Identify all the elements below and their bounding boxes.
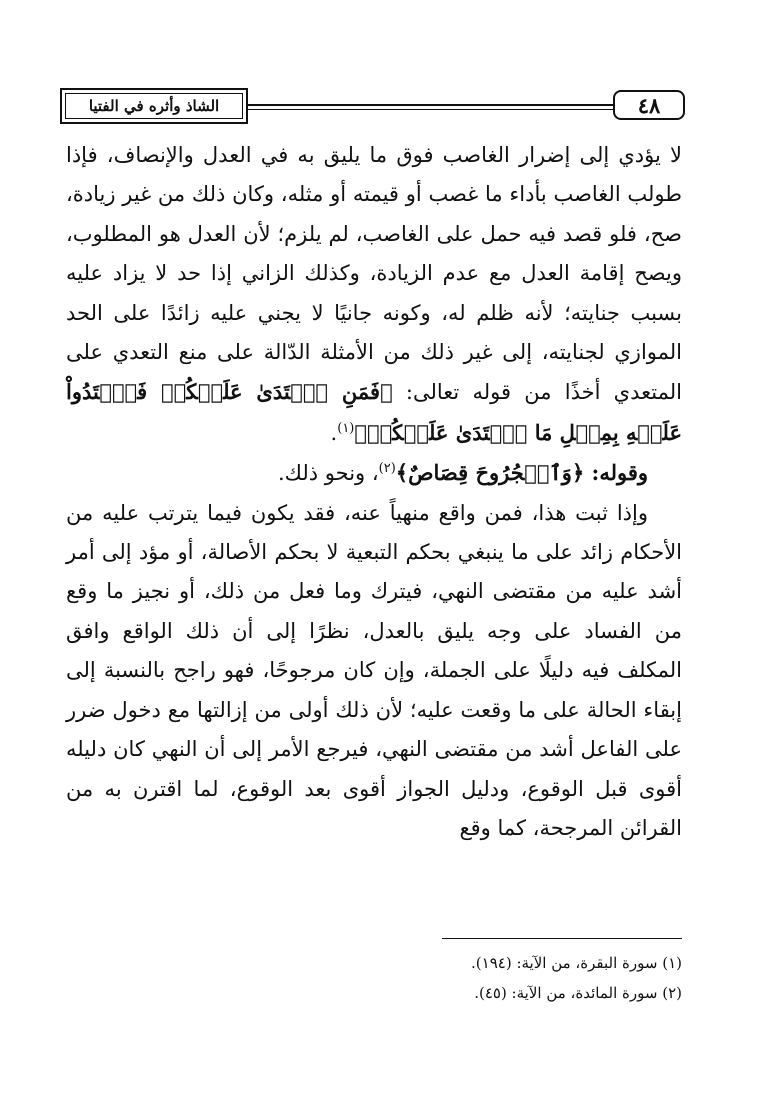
paragraph-2-lead: وقوله: <box>584 460 648 486</box>
paragraph-1 <box>66 136 682 453</box>
footnote-2: (٢) سورة المائدة، من الآية: (٤٥). <box>474 984 682 1002</box>
footnote-1: (١) سورة البقرة، من الآية: (١٩٤). <box>471 954 682 972</box>
paragraph-2-rest: ، ونحو ذلك. <box>278 461 379 486</box>
paragraph-1-end: . <box>330 420 338 445</box>
paragraph-1-text: لا يؤدي إلى إضرار الغاصب فوق ما يليق به في العدل والإنصاف، فإذا طولب الغاصب بأداء ما غصب أو قيمته أو مثله، وكان ذلك من غير زيادة، صح، فلو قصد فيه حمل على الغاصب، لم يلزم؛ لأن العدل هو المطلوب، ويصح إقامة العدل مع عدم الزيادة، وكذلك الزاني إذا حد لا يزاد عليه بسبب جنايته؛ لأنه ظلم له، وكونه جانيًا لا يجني عليه زائدًا على الحد الموازي لجنايته، إلى غير ذلك من الأمثلة الدّالة على منع التعدي على المتعدي أخذًا من قوله تعالى: <box>66 143 682 405</box>
footnote-ref-1[interactable]: (١) <box>337 420 355 436</box>
footnote-ref-2[interactable]: (٢) <box>378 461 396 477</box>
header-rule <box>248 104 613 106</box>
quran-verse-2: ﴿وَٱلۡجُرُوحَ قِصَاصٌ﴾ <box>395 460 585 486</box>
paragraph-2 <box>66 453 682 493</box>
footnote-separator <box>442 938 682 939</box>
running-title-frame <box>60 88 248 124</box>
footnotes <box>282 948 682 1008</box>
running-title: الشاذ وأثره في الفتيا <box>65 93 243 119</box>
header-rule-thin <box>248 109 613 110</box>
page-number: ٤٨ <box>613 90 685 120</box>
quran-verse-1: ﴿فَمَنِ ٱعۡتَدَىٰ عَلَيۡكُمۡ فَٱعۡتَدُواْ عَلَيۡهِ بِمِثۡلِ مَا ٱعۡتَدَىٰ عَلَيۡكُمۡ﴾ <box>66 379 682 445</box>
main-text <box>66 136 682 848</box>
running-header <box>60 88 685 128</box>
paragraph-3: وإذا ثبت هذا، فمن واقع منهياً عنه، فقد يكون فيما يترتب عليه من الأحكام زائد على ما ينبغي بحكم التبعية لا بحكم الأصالة، أو مؤد إلى أمر أشد عليه من مقتضى النهي، فيترك وما فعل من ذلك، أو نجيز ما وقع من الفساد على وجه يليق بالعدل، نظرًا إلى أن ذلك الواقع وافق المكلف فيه دليلًا على الجملة، وإن كان مرجوحًا، فهو راجح بالنسبة إلى إبقاء الحالة على ما وقعت عليه؛ لأن ذلك أولى من إزالتها مع دخول ضرر على الفاعل أشد من مقتضى النهي، فيرجع الأمر إلى أن النهي كان دليله أقوى قبل الوقوع، ودليل الجواز أقوى بعد الوقوع، لما اقترن به من القرائن المرجحة، كما وقع <box>66 500 682 840</box>
